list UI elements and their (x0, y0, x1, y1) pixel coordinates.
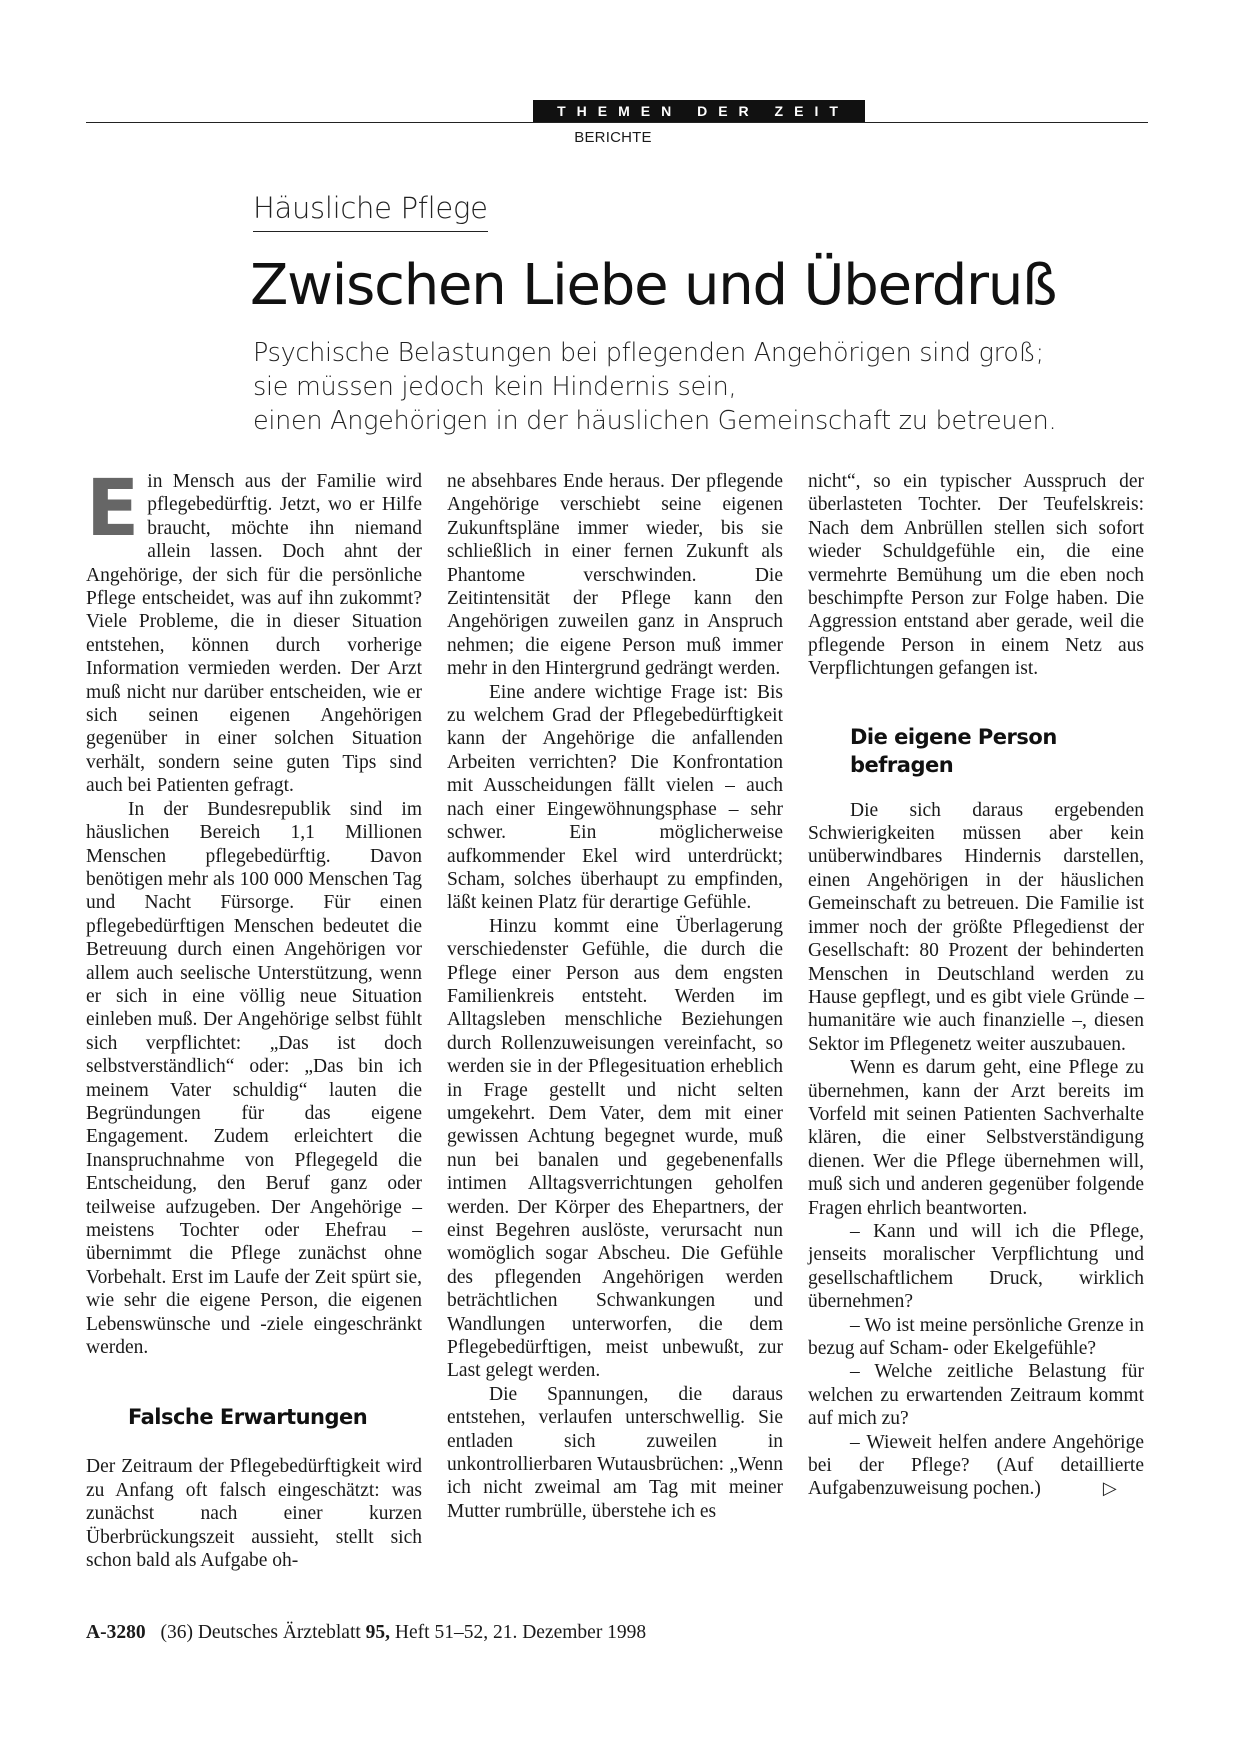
subheading: Falsche Erwartungen (128, 1405, 368, 1430)
paragraph: Der Zeitraum der Pflegebedürftigkeit wird zu Anfang oft falsch eingeschätzt: was zunächst nach einer kurzen Überbrückungszeit aussieht, stellt sich schon bald als Aufgabe oh- (86, 1456, 422, 1572)
question-item: – Welche zeitliche Belastung für welchen zu erwartenden Zeitraum kommt auf mich zu? (808, 1361, 1144, 1430)
category-label: BERICHTE (574, 129, 652, 146)
paragraph: Wenn es darum geht, eine Pflege zu übernehmen, kann der Arzt bereits im Vorfeld mit seinen Patienten Sachverhalte klären, die einer Selbstverständigung dienen. Wer die Pflege übernehmen will, muß sich und anderen gegenüber folgende Fragen ehrlich beantworten. (808, 1057, 1144, 1219)
deck-line: einen Angehörigen in der häuslichen Gemeinschaft zu betreuen. (253, 406, 1057, 436)
paragraph: ne absehbares Ende heraus. Der pflegende Angehörige verschiebt seine eigenen Zukunftspläne immer wieder, bis sie schließlich in einer fernen Zukunft als Phantome verschwinden. Die Zeitintensität der Pflege kann den Angehörigen zuweilen ganz in Anspruch nehmen; die eigene Person muß immer mehr in den Hintergrund gedrängt werden. (447, 471, 783, 680)
issue-date: Heft 51–52, 21. Dezember 1998 (394, 1622, 647, 1643)
deck-line: Psychische Belastungen bei pflegenden Angehörigen sind groß; (253, 338, 1044, 368)
paragraph: Hinzu kommt eine Überlagerung verschiedenster Gefühle, die durch die Pflege einer Person aus dem engsten Familienkreis entsteht. Werden im Alltagsleben menschliche Beziehungen durch Rollenzuweisungen vereinfacht, so werden sie in der Pflegesituation erheblich in Frage gestellt und nicht selten umgekehrt. Dem Vater, dem mit einer gewissen Achtung begegnet wurde, muß nun bei banalen und gegebenenfalls intimen Alltagsverrichtungen geholfen werden. Der Körper des Ehepartners, der einst Begehren auslöste, verursacht nun womöglich sogar Abscheu. Die Gefühle des pflegenden Angehörigen werden beträchtlichen Schwankungen und Wandlungen unterworfen, die dem Pflegebedürftigen, meist unbewußt, zur Last gelegt werden. (447, 915, 783, 1382)
subheading (850, 723, 1144, 779)
paragraph: nicht“, so ein typischer Ausspruch der überlasteten Tochter. Der Teufelskreis: Nach dem Anbrüllen stellen sich sofort wieder Schuldgefühle ein, die eine vermehrte Bemühung um die eben noch beschimpfte Person zur Folge haben. Die Aggression entstand aber gerade, weil die pflegende Person in einem Netz aus Verpflichtungen gefangen ist. (808, 471, 1144, 680)
header-rule (86, 122, 1148, 123)
journal-volume: 95, (365, 1622, 391, 1643)
article-title: Zwischen Liebe und Überdruß (250, 253, 1057, 318)
text-column-3 (808, 470, 1144, 1501)
subheading-line: befragen (850, 752, 954, 777)
paragraph (86, 464, 422, 798)
question-item (808, 1431, 1144, 1501)
article-deck (253, 336, 1056, 438)
article-kicker: Häusliche Pflege (253, 189, 488, 232)
section-tag: THEMEN DER ZEIT (533, 100, 865, 122)
paragraph: Die Spannungen, die daraus entstehen, verlaufen unterschwellig. Sie entladen sich zuweilen in unkontrollierbaren Wutausbrüchen: „Wenn ich nicht zweimal am Tag mit meiner Mutter rumbrülle, überstehe ich es (447, 1383, 783, 1522)
section-header (86, 100, 1148, 124)
page-number: A-3280 (86, 1622, 146, 1643)
paragraph: In der Bundesrepublik sind im häuslichen Bereich 1,1 Millionen Menschen pflegebedürftig. Davon benötigen mehr als 100 000 Menschen Tag und Nacht Fürsorge. Für einen pflegebedürftigen Menschen bedeutet die Betreuung durch einen Angehörigen vor allem auch seelische Unterstützung, wenn er sich in eine völlig neue Situation einleben muß. Der Angehörige selbst fühlt sich verpflichtet: „Das ist doch selbstverständlich“ oder: „Das bin ich meinem Vater schuldig“ lauten die Begründungen für das eigene Engagement. Zudem erleichtert die Inanspruchnahme von Pflegegeld die Entscheidung, den Beruf ganz oder teilweise aufzugeben. Der Angehörige – meistens Tochter oder Ehefrau – übernimmt die Pflege zunächst ohne Vorbehalt. Erst im Laufe der Zeit spürt sie, wie sehr die eigene Person, die eigenen Lebenswünsche und -ziele eingeschränkt werden. (86, 798, 422, 1359)
paragraph: Eine andere wichtige Frage ist: Bis zu welchem Grad der Pflegebedürftigkeit kann der Angehörige die anfallenden Arbeiten verrichten? Die Konfrontation mit Ausscheidungen fällt vielen – auch nach einer Eingewöhnungsphase – sehr schwer. Ein möglicherweise aufkommender Ekel wird unterdrückt; Scham, solches überhaupt zu empfinden, läßt keinen Platz für derartige Gefühle. (447, 681, 783, 914)
question-item: – Wo ist meine persönliche Grenze in bezug auf Scham- oder Ekelgefühle? (808, 1314, 1144, 1359)
drop-cap: E (86, 464, 140, 554)
question-item: – Kann und will ich die Pflege, jenseits moralischer Verpflichtung und gesellschaftlichem Druck, wirklich übernehmen? (808, 1220, 1144, 1313)
text-column-1 (86, 464, 422, 1572)
text-column-2 (447, 470, 783, 1523)
paragraph-text: in Mensch aus der Familie wird pflegebedürftig. Jetzt, wo er Hilfe braucht, möchte ihn niemand allein lassen. Doch ahnt der Angehörige, der sich für die persönliche Pflege entscheidet, was auf ihn zukommt? Viele Probleme, die in dieser Situation entstehen, können durch vorherige Information vermieden werden. Der Arzt muß nicht nur darüber entscheiden, wie er sich seinen eigenen Angehörigen gegenüber in einer solchen Situation verhält, sondern seine guten Tips sind auch bei Patienten gefragt. (86, 471, 422, 797)
continue-arrow-icon: ▷ (1102, 1478, 1117, 1500)
journal-citation: (36) Deutsches Ärzteblatt (160, 1622, 361, 1643)
page-footer (86, 1622, 646, 1644)
question-text: – Wieweit helfen andere Angehörige bei der Pflege? (Auf detaillierte Aufgabenzuweisung pochen.) (808, 1431, 1144, 1500)
subheading-line: Die eigene Person (850, 724, 1057, 749)
deck-line: sie müssen jedoch kein Hindernis sein, (253, 372, 737, 402)
paragraph: Die sich daraus ergebenden Schwierigkeiten müssen aber kein unüberwindbares Hindernis darstellen, einen Angehörigen in der häuslichen Gemeinschaft zu betreuen. Die Familie ist immer noch der größte Pflegedienst der Gesellschaft: 80 Prozent der behinderten Menschen in Deutschland werden zu Hause gepflegt, und es gibt viele Gründe – humanitäre wie auch finanzielle –, diesen Sektor im Pflegenetz weiter auszubauen. (808, 799, 1144, 1055)
